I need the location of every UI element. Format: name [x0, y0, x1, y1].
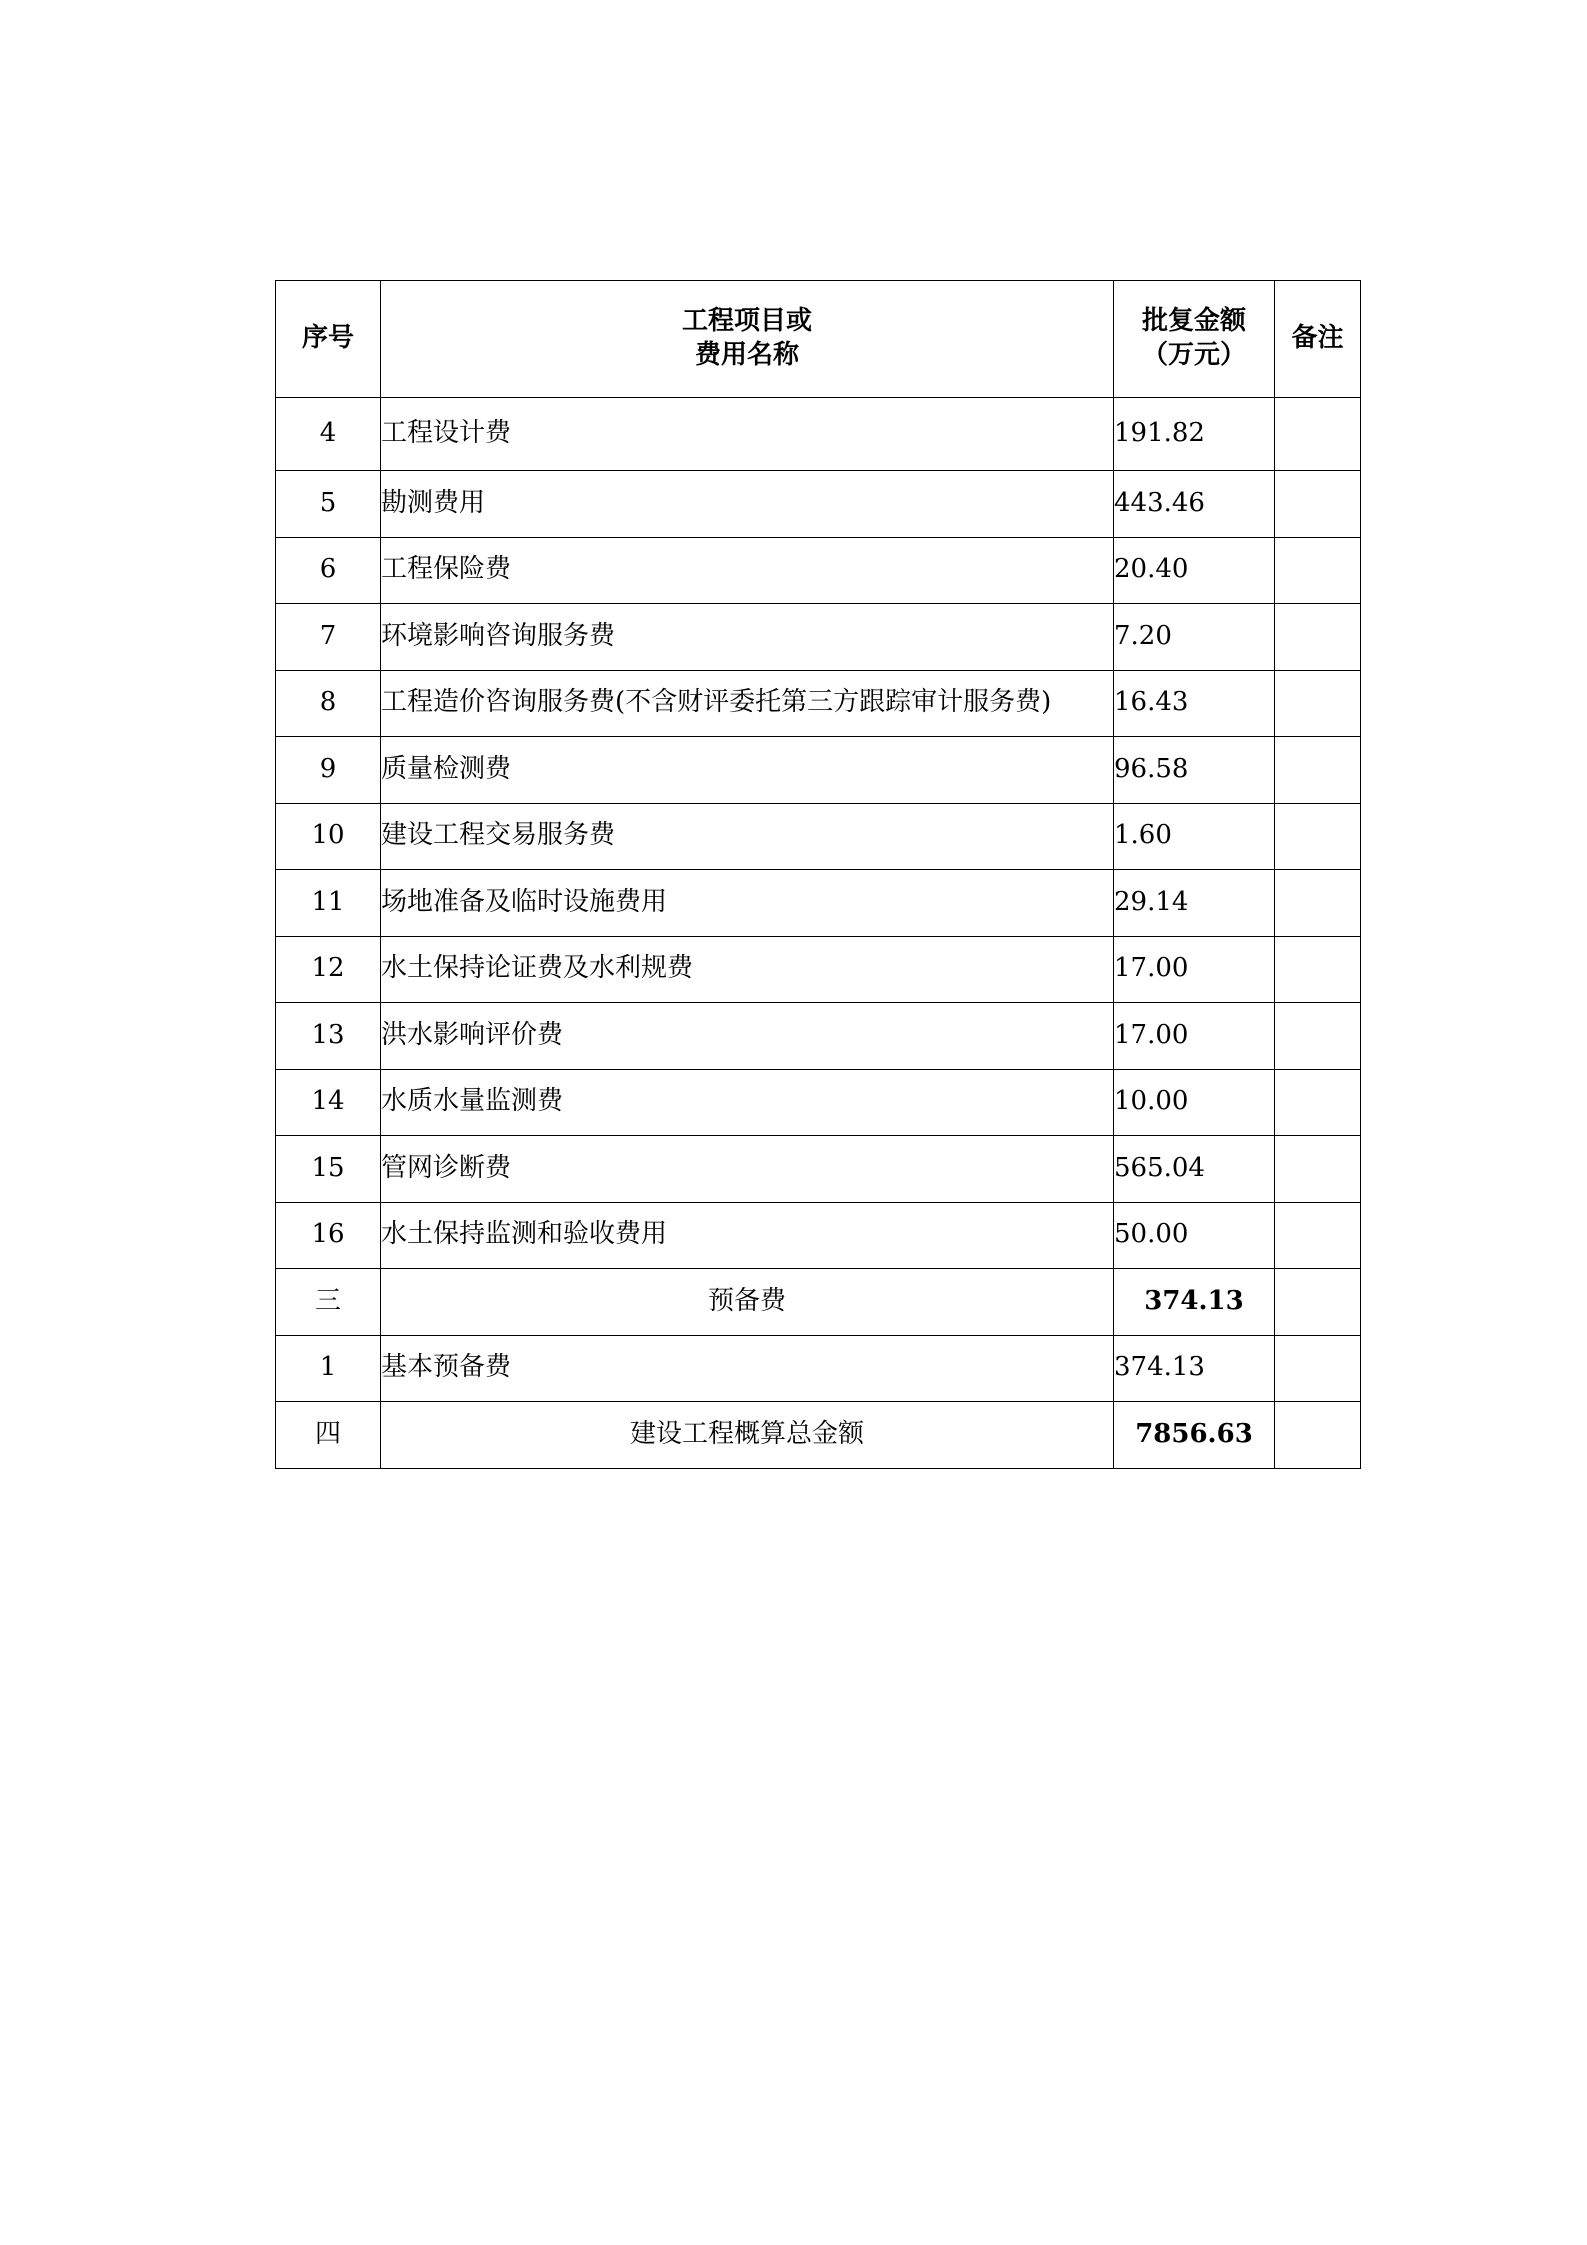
- row-note: [1275, 1269, 1361, 1336]
- header-name: [381, 281, 1114, 398]
- row-amount: 374.13: [1114, 1269, 1275, 1336]
- table-row: [276, 471, 1361, 538]
- row-name: 工程设计费: [381, 398, 1114, 471]
- row-name: 水质水量监测费: [381, 1069, 1114, 1136]
- row-note: [1275, 870, 1361, 937]
- row-seq: 6: [276, 537, 381, 604]
- row-seq: 10: [276, 803, 381, 870]
- row-name: 环境影响咨询服务费: [381, 604, 1114, 671]
- row-amount: 7.20: [1114, 604, 1275, 671]
- row-note: [1275, 398, 1361, 471]
- header-name-line2: 费用名称: [694, 340, 799, 370]
- row-seq: 四: [276, 1402, 381, 1469]
- row-note: [1275, 1402, 1361, 1469]
- section-row-contingency: [276, 1269, 1361, 1336]
- row-seq: 15: [276, 1136, 381, 1203]
- row-note: [1275, 1003, 1361, 1070]
- table-row: [276, 398, 1361, 471]
- table-row: [276, 537, 1361, 604]
- row-seq: 三: [276, 1269, 381, 1336]
- row-amount: 96.58: [1114, 737, 1275, 804]
- budget-table: [275, 280, 1361, 1469]
- row-name: 质量检测费: [381, 737, 1114, 804]
- row-seq: 1: [276, 1335, 381, 1402]
- row-note: [1275, 1136, 1361, 1203]
- row-amount: 7856.63: [1114, 1402, 1275, 1469]
- row-note: [1275, 471, 1361, 538]
- row-note: [1275, 803, 1361, 870]
- row-note: [1275, 670, 1361, 737]
- row-name: 场地准备及临时设施费用: [381, 870, 1114, 937]
- section-row-total: [276, 1402, 1361, 1469]
- row-amount: 1.60: [1114, 803, 1275, 870]
- row-name: 水土保持论证费及水利规费: [381, 936, 1114, 1003]
- row-note: [1275, 537, 1361, 604]
- table-row: [276, 737, 1361, 804]
- row-note: [1275, 1202, 1361, 1269]
- row-amount: 20.40: [1114, 537, 1275, 604]
- row-amount: 10.00: [1114, 1069, 1275, 1136]
- row-seq: 16: [276, 1202, 381, 1269]
- row-amount: 16.43: [1114, 670, 1275, 737]
- row-name: 建设工程交易服务费: [381, 803, 1114, 870]
- table-row: [276, 870, 1361, 937]
- row-note: [1275, 737, 1361, 804]
- header-seq: 序号: [276, 281, 381, 398]
- row-note: [1275, 604, 1361, 671]
- row-seq: 13: [276, 1003, 381, 1070]
- row-amount: 50.00: [1114, 1202, 1275, 1269]
- row-note: [1275, 1335, 1361, 1402]
- row-seq: 14: [276, 1069, 381, 1136]
- row-seq: 11: [276, 870, 381, 937]
- header-amount-line1: 批复金额: [1141, 306, 1246, 337]
- table-row: [276, 1003, 1361, 1070]
- row-seq: 12: [276, 936, 381, 1003]
- row-name: 基本预备费: [381, 1335, 1114, 1402]
- row-amount: 17.00: [1114, 936, 1275, 1003]
- row-name: 管网诊断费: [381, 1136, 1114, 1203]
- row-name: 工程造价咨询服务费(不含财评委托第三方跟踪审计服务费): [381, 670, 1114, 737]
- table-row: [276, 803, 1361, 870]
- row-amount: 565.04: [1114, 1136, 1275, 1203]
- header-amount: [1114, 281, 1275, 398]
- row-amount: 191.82: [1114, 398, 1275, 471]
- table-row: [276, 1136, 1361, 1203]
- row-note: [1275, 1069, 1361, 1136]
- row-seq: 7: [276, 604, 381, 671]
- row-seq: 5: [276, 471, 381, 538]
- header-note: 备注: [1275, 281, 1361, 398]
- row-amount: 374.13: [1114, 1335, 1275, 1402]
- row-name: 工程保险费: [381, 537, 1114, 604]
- row-name: 洪水影响评价费: [381, 1003, 1114, 1070]
- row-name: 预备费: [381, 1269, 1114, 1336]
- row-seq: 9: [276, 737, 381, 804]
- row-seq: 4: [276, 398, 381, 471]
- table-row: [276, 1335, 1361, 1402]
- row-name: 勘测费用: [381, 471, 1114, 538]
- row-amount: 443.46: [1114, 471, 1275, 538]
- header-name-line1: 工程项目或: [681, 306, 812, 337]
- table-row: [276, 1069, 1361, 1136]
- table-header-row: [276, 281, 1361, 398]
- header-amount-line2: （万元）: [1141, 340, 1246, 370]
- row-amount: 29.14: [1114, 870, 1275, 937]
- row-name: 建设工程概算总金额: [381, 1402, 1114, 1469]
- table-row: [276, 604, 1361, 671]
- row-amount: 17.00: [1114, 1003, 1275, 1070]
- table-row: [276, 670, 1361, 737]
- row-name: 水土保持监测和验收费用: [381, 1202, 1114, 1269]
- table-row: [276, 1202, 1361, 1269]
- table-row: [276, 936, 1361, 1003]
- row-note: [1275, 936, 1361, 1003]
- row-seq: 8: [276, 670, 381, 737]
